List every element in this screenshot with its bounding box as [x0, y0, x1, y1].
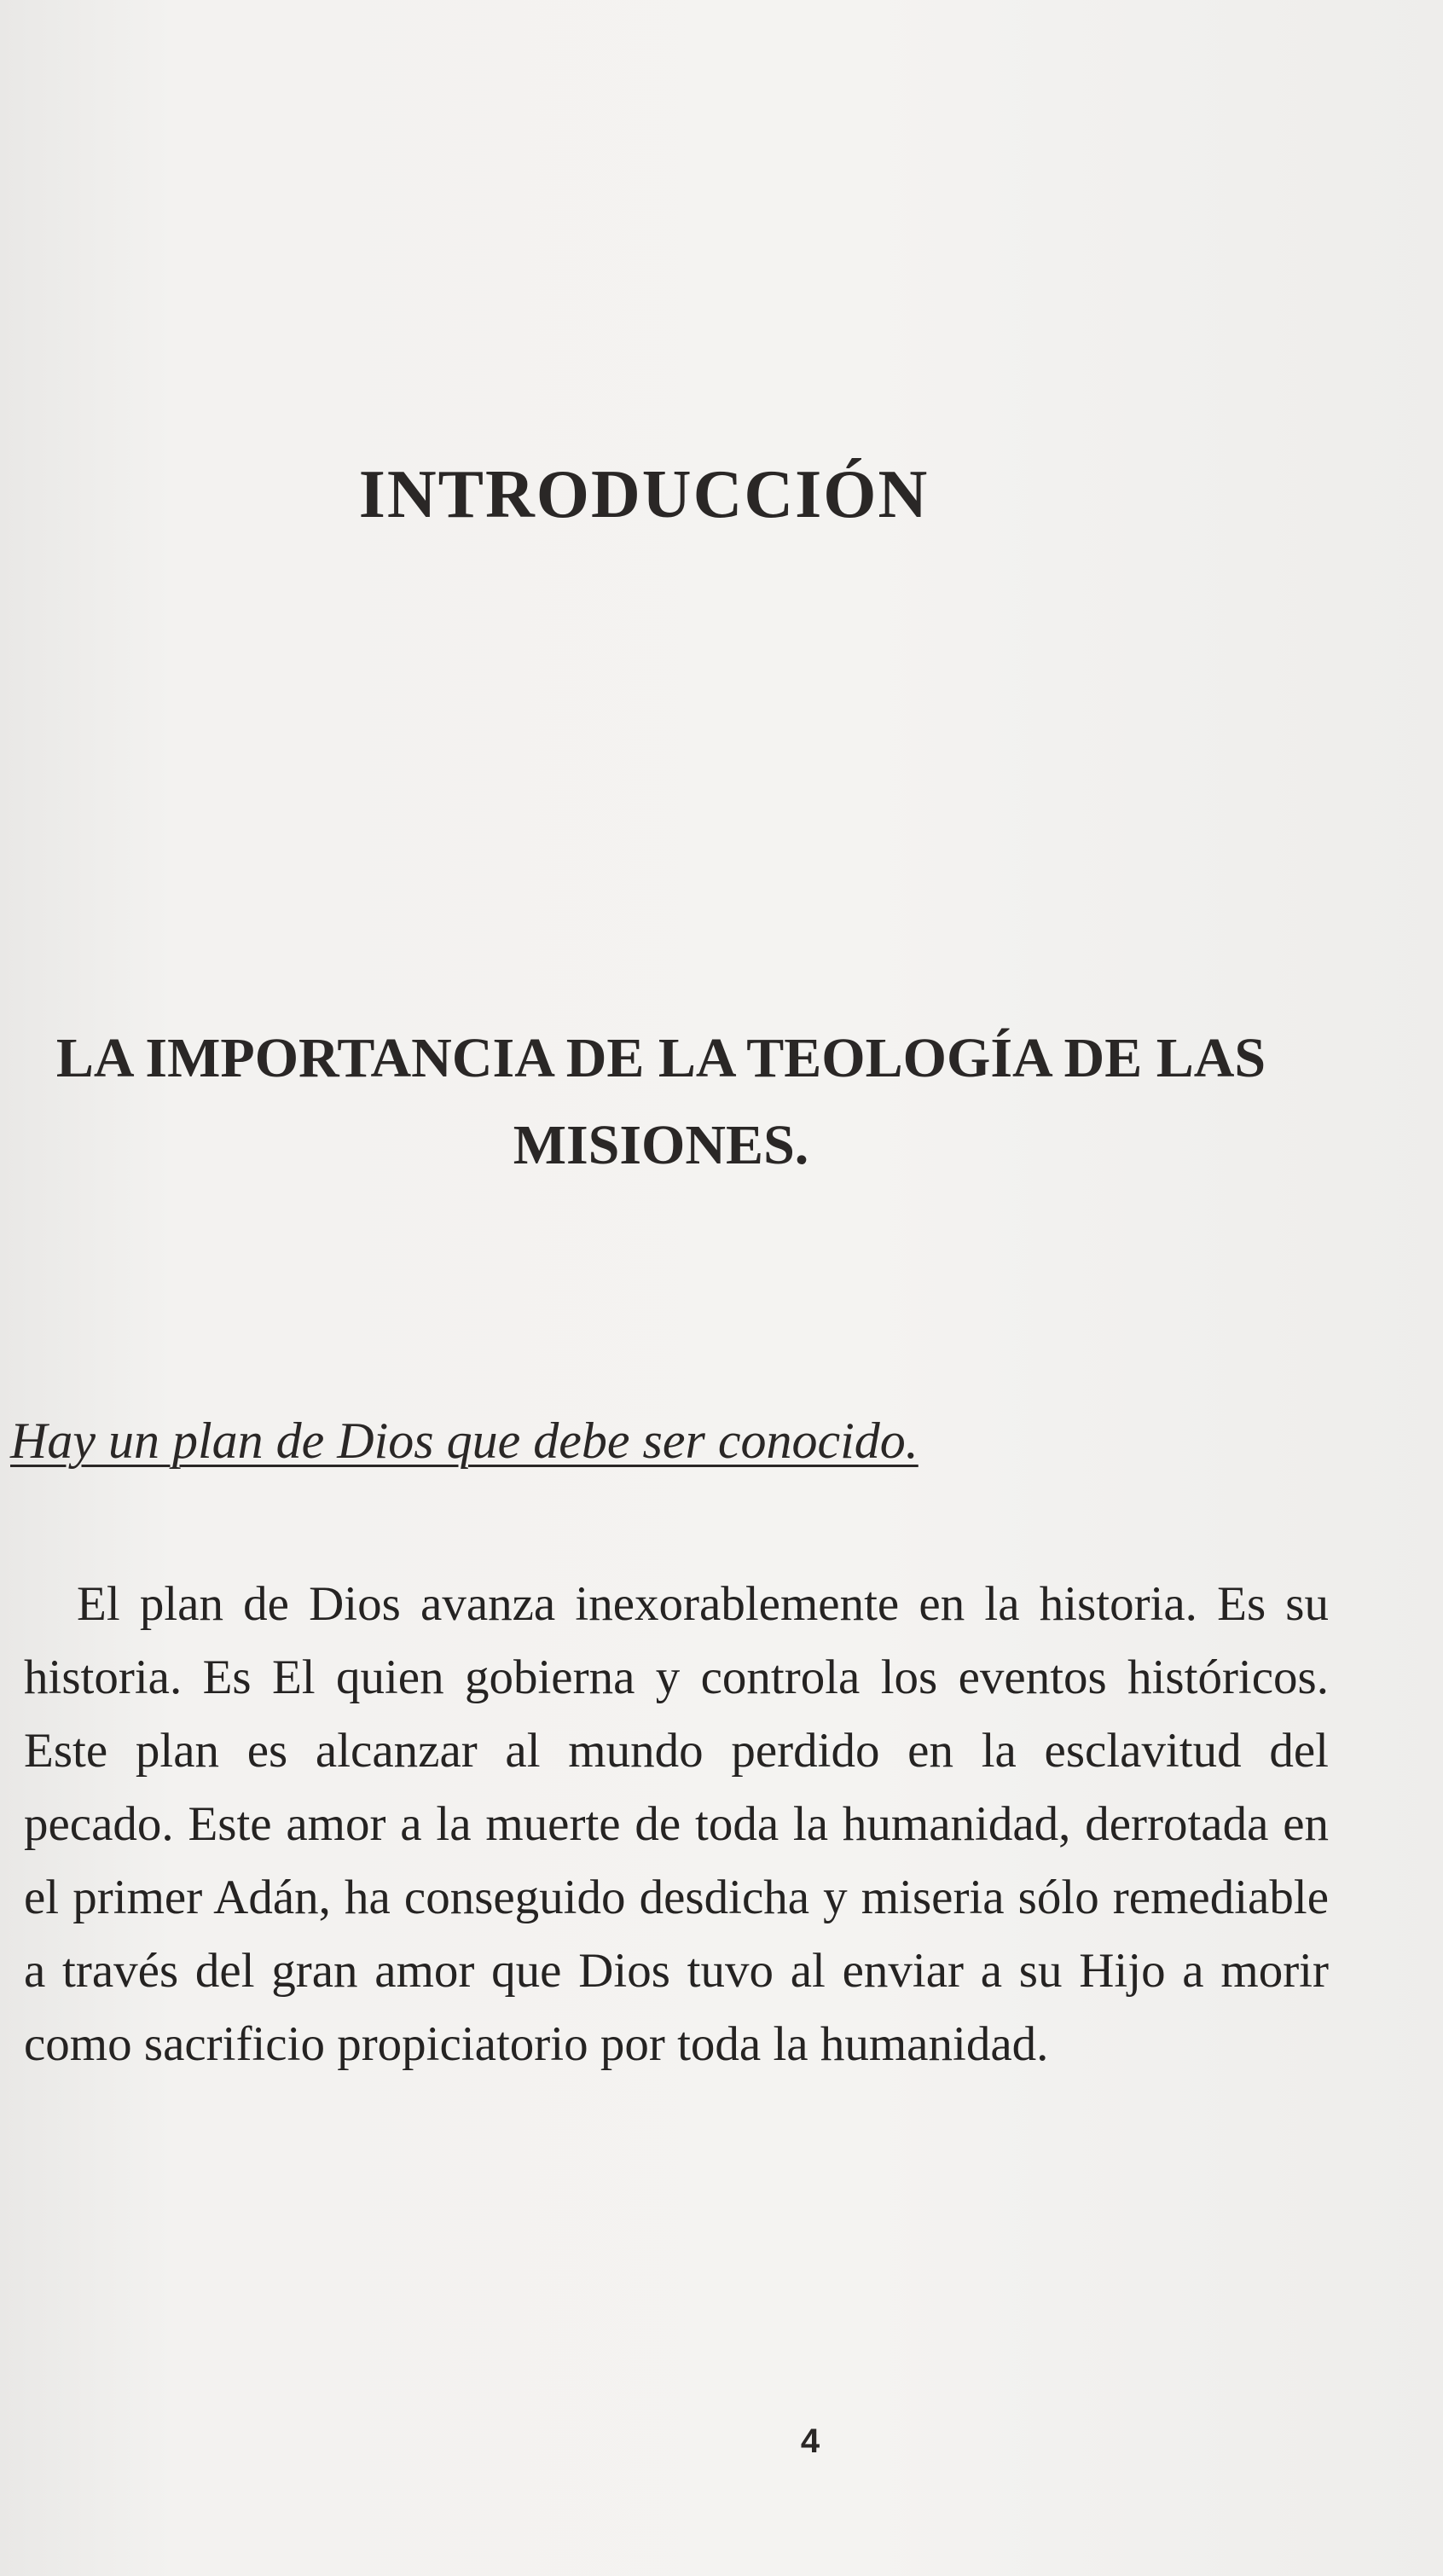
chapter-title: INTRODUCCIÓN [358, 457, 930, 532]
subsection-heading: Hay un plan de Dios que debe ser conocido. [10, 1413, 919, 1469]
page-number: 4 [800, 2422, 820, 2460]
section-heading: LA IMPORTANCIA DE LA TEOLOGÍA DE LAS MISIONES. [55, 1027, 1266, 1176]
body-paragraph: El plan de Dios avanza inexorablemente en la historia. Es su historia. Es El quien gobierna y controla los eventos históricos. Este plan es alcanzar al mundo perdido en la esclavitud del pecado. Este amor a la muerte de toda la humanidad, derrotada en el primer Adán, ha conseguido desdicha y miseria sólo remediable a través del gran amor que Dios tuvo al enviar a su Hijo a morir como sacrificio propiciatorio por toda la humanidad. [24, 1577, 1329, 2071]
